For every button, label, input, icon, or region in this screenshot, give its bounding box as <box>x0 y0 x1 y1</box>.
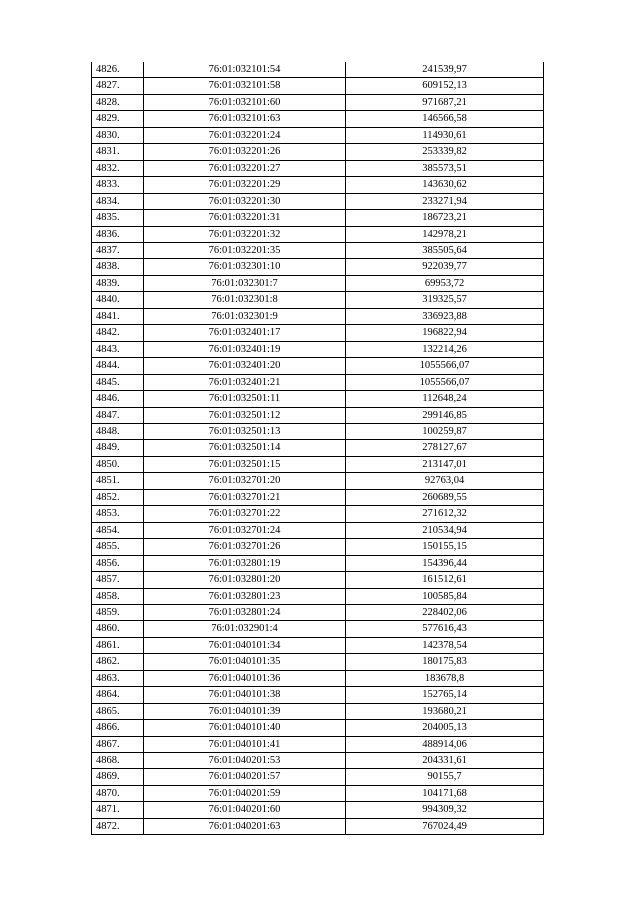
cadastral-number-cell: 76:01:032801:23 <box>144 588 346 604</box>
cadastral-number-cell: 76:01:032201:24 <box>144 127 346 143</box>
cadastral-value-cell: 577616,43 <box>346 621 544 637</box>
table-row <box>92 506 544 522</box>
cadastral-number-cell: 76:01:032701:21 <box>144 489 346 505</box>
cadastral-value-cell: 146566,58 <box>346 111 544 127</box>
cadastral-value-cell: 233271,94 <box>346 193 544 209</box>
row-number-cell: 4830. <box>92 127 144 143</box>
table-row <box>92 62 544 78</box>
cadastral-number-cell: 76:01:032101:60 <box>144 94 346 110</box>
cadastral-value-cell: 100585,84 <box>346 588 544 604</box>
row-number-cell: 4854. <box>92 522 144 538</box>
cadastral-number-cell: 76:01:032301:8 <box>144 292 346 308</box>
row-number-cell: 4870. <box>92 785 144 801</box>
table-row <box>92 259 544 275</box>
row-number-cell: 4855. <box>92 539 144 555</box>
table-row <box>92 687 544 703</box>
cadastral-number-cell: 76:01:032101:58 <box>144 78 346 94</box>
table-row <box>92 621 544 637</box>
table-row <box>92 391 544 407</box>
row-number-cell: 4858. <box>92 588 144 604</box>
table-row <box>92 703 544 719</box>
cadastral-number-cell: 76:01:032201:26 <box>144 144 346 160</box>
cadastral-number-cell: 76:01:032301:7 <box>144 275 346 291</box>
cadastral-number-cell: 76:01:032401:20 <box>144 358 346 374</box>
row-number-cell: 4872. <box>92 818 144 834</box>
cadastral-value-cell: 104171,68 <box>346 785 544 801</box>
row-number-cell: 4849. <box>92 440 144 456</box>
table-row <box>92 78 544 94</box>
row-number-cell: 4869. <box>92 769 144 785</box>
cadastral-number-cell: 76:01:032101:63 <box>144 111 346 127</box>
cadastral-value-cell: 241539,97 <box>346 62 544 78</box>
table-row <box>92 555 544 571</box>
table-row <box>92 604 544 620</box>
cadastral-value-cell: 299146,85 <box>346 407 544 423</box>
row-number-cell: 4871. <box>92 802 144 818</box>
cadastral-value-cell: 114930,61 <box>346 127 544 143</box>
cadastral-value-cell: 336923,88 <box>346 308 544 324</box>
cadastral-number-cell: 76:01:032801:19 <box>144 555 346 571</box>
cadastral-value-cell: 150155,15 <box>346 539 544 555</box>
table-row <box>92 670 544 686</box>
row-number-cell: 4846. <box>92 391 144 407</box>
row-number-cell: 4837. <box>92 242 144 258</box>
cadastral-number-cell: 76:01:032201:30 <box>144 193 346 209</box>
table-row <box>92 753 544 769</box>
cadastral-number-cell: 76:01:032701:26 <box>144 539 346 555</box>
table-row <box>92 769 544 785</box>
row-number-cell: 4851. <box>92 473 144 489</box>
cadastral-value-cell: 186723,21 <box>346 210 544 226</box>
table-row <box>92 489 544 505</box>
cadastral-value-table <box>91 62 544 835</box>
cadastral-value-cell: 994309,32 <box>346 802 544 818</box>
table-row <box>92 473 544 489</box>
cadastral-value-cell: 100259,87 <box>346 423 544 439</box>
cadastral-value-cell: 385573,51 <box>346 160 544 176</box>
row-number-cell: 4829. <box>92 111 144 127</box>
row-number-cell: 4856. <box>92 555 144 571</box>
row-number-cell: 4861. <box>92 637 144 653</box>
cadastral-number-cell: 76:01:040101:34 <box>144 637 346 653</box>
row-number-cell: 4845. <box>92 374 144 390</box>
cadastral-number-cell: 76:01:032701:22 <box>144 506 346 522</box>
cadastral-value-cell: 260689,55 <box>346 489 544 505</box>
cadastral-number-cell: 76:01:040201:60 <box>144 802 346 818</box>
table-row <box>92 720 544 736</box>
cadastral-value-cell: 161512,61 <box>346 572 544 588</box>
cadastral-number-cell: 76:01:032701:24 <box>144 522 346 538</box>
row-number-cell: 4826. <box>92 62 144 78</box>
table-row <box>92 160 544 176</box>
cadastral-value-cell: 142978,21 <box>346 226 544 242</box>
table-row <box>92 325 544 341</box>
table-row <box>92 144 544 160</box>
cadastral-number-cell: 76:01:032201:29 <box>144 177 346 193</box>
table-row <box>92 522 544 538</box>
table-row <box>92 275 544 291</box>
cadastral-number-cell: 76:01:032201:31 <box>144 210 346 226</box>
table-row <box>92 210 544 226</box>
row-number-cell: 4864. <box>92 687 144 703</box>
row-number-cell: 4863. <box>92 670 144 686</box>
cadastral-number-cell: 76:01:040101:36 <box>144 670 346 686</box>
cadastral-value-cell: 69953,72 <box>346 275 544 291</box>
cadastral-number-cell: 76:01:032401:17 <box>144 325 346 341</box>
cadastral-number-cell: 76:01:032501:14 <box>144 440 346 456</box>
table-row <box>92 177 544 193</box>
cadastral-number-cell: 76:01:032101:54 <box>144 62 346 78</box>
cadastral-value-cell: 253339,82 <box>346 144 544 160</box>
row-number-cell: 4839. <box>92 275 144 291</box>
cadastral-value-cell: 90155,7 <box>346 769 544 785</box>
row-number-cell: 4868. <box>92 753 144 769</box>
cadastral-value-cell: 193680,21 <box>346 703 544 719</box>
table-row <box>92 654 544 670</box>
row-number-cell: 4835. <box>92 210 144 226</box>
table-row <box>92 637 544 653</box>
cadastral-value-cell: 271612,32 <box>346 506 544 522</box>
cadastral-number-cell: 76:01:032501:13 <box>144 423 346 439</box>
cadastral-number-cell: 76:01:032201:27 <box>144 160 346 176</box>
cadastral-number-cell: 76:01:032301:10 <box>144 259 346 275</box>
row-number-cell: 4834. <box>92 193 144 209</box>
cadastral-value-cell: 488914,06 <box>346 736 544 752</box>
table-row <box>92 588 544 604</box>
row-number-cell: 4836. <box>92 226 144 242</box>
table-row <box>92 358 544 374</box>
cadastral-number-cell: 76:01:040101:40 <box>144 720 346 736</box>
cadastral-number-cell: 76:01:032201:35 <box>144 242 346 258</box>
cadastral-number-cell: 76:01:040101:35 <box>144 654 346 670</box>
cadastral-value-cell: 609152,13 <box>346 78 544 94</box>
cadastral-value-cell: 204331,61 <box>346 753 544 769</box>
cadastral-number-cell: 76:01:032201:32 <box>144 226 346 242</box>
table-row <box>92 785 544 801</box>
row-number-cell: 4866. <box>92 720 144 736</box>
cadastral-number-cell: 76:01:040201:57 <box>144 769 346 785</box>
row-number-cell: 4841. <box>92 308 144 324</box>
cadastral-number-cell: 76:01:040201:63 <box>144 818 346 834</box>
row-number-cell: 4844. <box>92 358 144 374</box>
table-row <box>92 242 544 258</box>
cadastral-number-cell: 76:01:040101:41 <box>144 736 346 752</box>
table-row <box>92 308 544 324</box>
table-row <box>92 127 544 143</box>
cadastral-number-cell: 76:01:040201:59 <box>144 785 346 801</box>
row-number-cell: 4847. <box>92 407 144 423</box>
row-number-cell: 4867. <box>92 736 144 752</box>
cadastral-number-cell: 76:01:032301:9 <box>144 308 346 324</box>
cadastral-value-cell: 767024,49 <box>346 818 544 834</box>
row-number-cell: 4862. <box>92 654 144 670</box>
row-number-cell: 4848. <box>92 423 144 439</box>
row-number-cell: 4843. <box>92 341 144 357</box>
cadastral-number-cell: 76:01:040101:39 <box>144 703 346 719</box>
table-row <box>92 539 544 555</box>
cadastral-value-cell: 1055566,07 <box>346 358 544 374</box>
cadastral-value-cell: 971687,21 <box>346 94 544 110</box>
cadastral-value-cell: 213147,01 <box>346 456 544 472</box>
cadastral-value-cell: 152765,14 <box>346 687 544 703</box>
row-number-cell: 4850. <box>92 456 144 472</box>
table-row <box>92 572 544 588</box>
table-row <box>92 440 544 456</box>
table-row <box>92 423 544 439</box>
cadastral-value-cell: 1055566,07 <box>346 374 544 390</box>
row-number-cell: 4832. <box>92 160 144 176</box>
cadastral-value-cell: 112648,24 <box>346 391 544 407</box>
cadastral-value-cell: 143630,62 <box>346 177 544 193</box>
table-row <box>92 193 544 209</box>
cadastral-number-cell: 76:01:032401:19 <box>144 341 346 357</box>
cadastral-value-cell: 183678,8 <box>346 670 544 686</box>
row-number-cell: 4857. <box>92 572 144 588</box>
cadastral-value-cell: 210534,94 <box>346 522 544 538</box>
cadastral-value-cell: 228402,06 <box>346 604 544 620</box>
cadastral-value-cell: 180175,83 <box>346 654 544 670</box>
cadastral-value-cell: 92763,04 <box>346 473 544 489</box>
table-row <box>92 818 544 834</box>
cadastral-value-cell: 132214,26 <box>346 341 544 357</box>
cadastral-number-cell: 76:01:032801:24 <box>144 604 346 620</box>
cadastral-value-cell: 142378,54 <box>346 637 544 653</box>
row-number-cell: 4860. <box>92 621 144 637</box>
cadastral-value-cell: 385505,64 <box>346 242 544 258</box>
row-number-cell: 4828. <box>92 94 144 110</box>
row-number-cell: 4852. <box>92 489 144 505</box>
table-row <box>92 736 544 752</box>
cadastral-number-cell: 76:01:040201:53 <box>144 753 346 769</box>
table-row <box>92 292 544 308</box>
cadastral-value-cell: 196822,94 <box>346 325 544 341</box>
table-row <box>92 374 544 390</box>
row-number-cell: 4842. <box>92 325 144 341</box>
row-number-cell: 4833. <box>92 177 144 193</box>
cadastral-number-cell: 76:01:032701:20 <box>144 473 346 489</box>
cadastral-value-cell: 278127,67 <box>346 440 544 456</box>
cadastral-number-cell: 76:01:032401:21 <box>144 374 346 390</box>
cadastral-number-cell: 76:01:032901:4 <box>144 621 346 637</box>
table-row <box>92 341 544 357</box>
row-number-cell: 4865. <box>92 703 144 719</box>
table-row <box>92 94 544 110</box>
table-body <box>92 62 544 835</box>
cadastral-value-cell: 204005,13 <box>346 720 544 736</box>
cadastral-number-cell: 76:01:032501:11 <box>144 391 346 407</box>
row-number-cell: 4838. <box>92 259 144 275</box>
cadastral-number-cell: 76:01:032501:12 <box>144 407 346 423</box>
row-number-cell: 4853. <box>92 506 144 522</box>
table-row <box>92 456 544 472</box>
cadastral-value-cell: 154396,44 <box>346 555 544 571</box>
cadastral-number-cell: 76:01:032501:15 <box>144 456 346 472</box>
cadastral-value-cell: 922039,77 <box>346 259 544 275</box>
cadastral-number-cell: 76:01:032801:20 <box>144 572 346 588</box>
row-number-cell: 4827. <box>92 78 144 94</box>
table-row <box>92 407 544 423</box>
cadastral-value-cell: 319325,57 <box>346 292 544 308</box>
table-row <box>92 802 544 818</box>
row-number-cell: 4840. <box>92 292 144 308</box>
table-row <box>92 111 544 127</box>
cadastral-number-cell: 76:01:040101:38 <box>144 687 346 703</box>
table-row <box>92 226 544 242</box>
row-number-cell: 4831. <box>92 144 144 160</box>
row-number-cell: 4859. <box>92 604 144 620</box>
